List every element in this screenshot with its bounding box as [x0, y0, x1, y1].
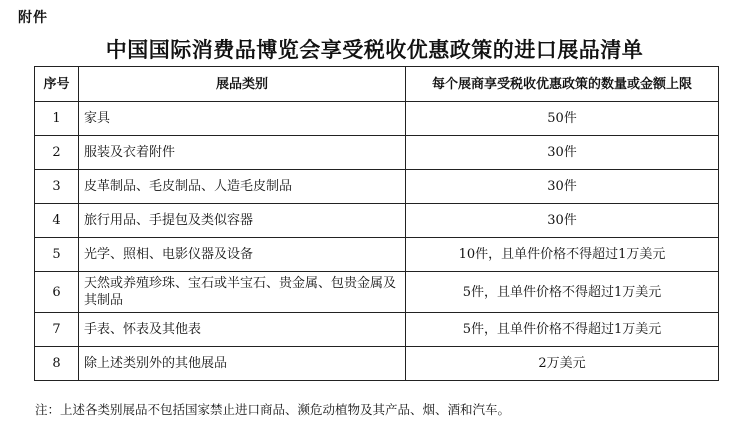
table-row [35, 102, 719, 136]
row-serial: 7 [35, 313, 79, 347]
column-header-category: 展品类别 [79, 67, 406, 102]
row-category: 家具 [79, 102, 406, 136]
row-serial: 3 [35, 170, 79, 204]
row-category: 光学、照相、电影仪器及设备 [79, 238, 406, 272]
table-row [35, 347, 719, 381]
column-header-limit: 每个展商享受税收优惠政策的数量或金额上限 [406, 67, 719, 102]
column-header-serial: 序号 [35, 67, 79, 102]
table-row [35, 238, 719, 272]
row-limit: 10件，且单件价格不得超过1万美元 [406, 238, 719, 272]
table-row [35, 136, 719, 170]
row-category: 旅行用品、手提包及类似容器 [79, 204, 406, 238]
row-limit: 30件 [406, 136, 719, 170]
table-row [35, 313, 719, 347]
attachment-label: 附件 [18, 10, 48, 26]
row-serial: 5 [35, 238, 79, 272]
row-serial: 1 [35, 102, 79, 136]
row-category: 天然或养殖珍珠、宝石或半宝石、贵金属、包贵金属及其制品 [79, 272, 406, 313]
table-header-row [35, 67, 719, 102]
table-row [35, 170, 719, 204]
row-limit: 30件 [406, 204, 719, 238]
row-serial: 2 [35, 136, 79, 170]
document-title: 中国国际消费品博览会享受税收优惠政策的进口展品清单 [105, 37, 644, 62]
row-category: 服装及衣着附件 [79, 136, 406, 170]
footnote: 注：上述各类别展品不包括国家禁止进口商品、濒危动植物及其产品、烟、酒和汽车。 [35, 402, 511, 417]
row-limit: 5件，且单件价格不得超过1万美元 [406, 272, 719, 313]
row-limit: 2万美元 [406, 347, 719, 381]
row-serial: 4 [35, 204, 79, 238]
row-serial: 8 [35, 347, 79, 381]
row-category: 除上述类别外的其他展品 [79, 347, 406, 381]
exhibit-list-table [34, 66, 719, 381]
row-category: 皮革制品、毛皮制品、人造毛皮制品 [79, 170, 406, 204]
row-limit: 5件，且单件价格不得超过1万美元 [406, 313, 719, 347]
row-serial: 6 [35, 272, 79, 313]
row-limit: 30件 [406, 170, 719, 204]
row-limit: 50件 [406, 102, 719, 136]
table-row [35, 204, 719, 238]
table-row [35, 272, 719, 313]
row-category: 手表、怀表及其他表 [79, 313, 406, 347]
